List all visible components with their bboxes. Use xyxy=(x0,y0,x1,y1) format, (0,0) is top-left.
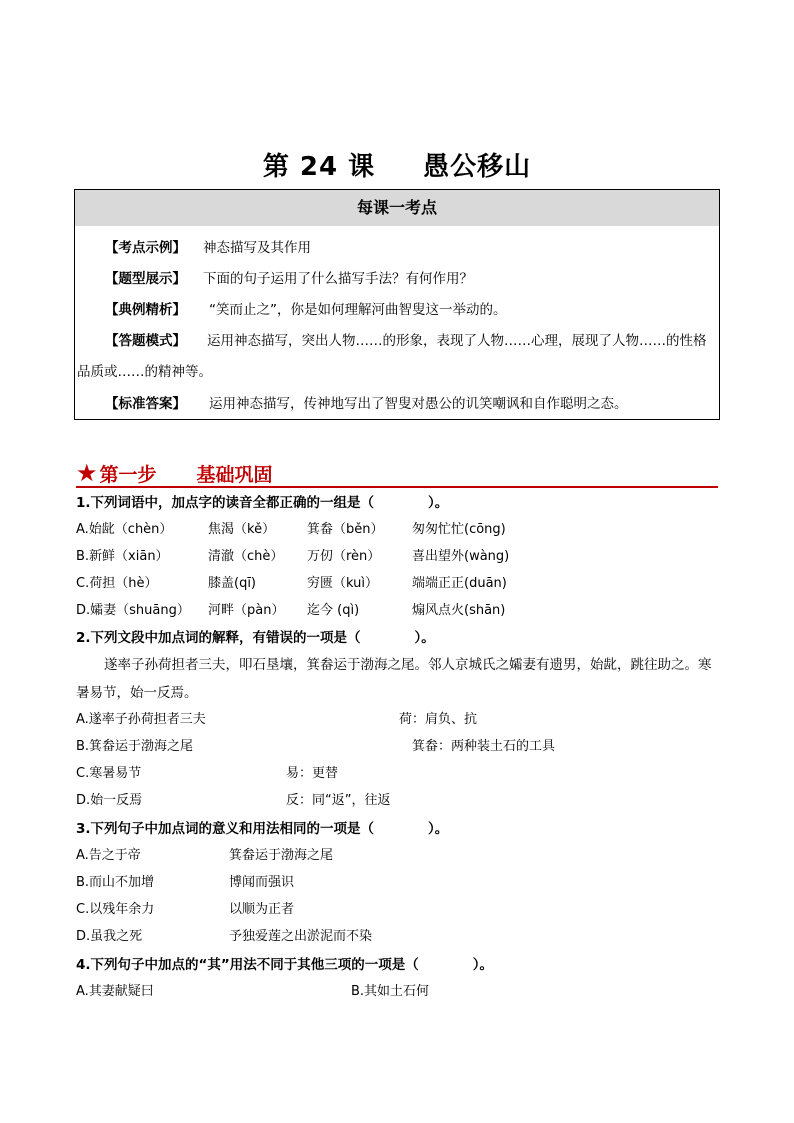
q1-option: 河畔（pàn） xyxy=(208,603,285,618)
q1-option: A.始龀（chèn） xyxy=(76,522,173,537)
kp-text: 下面的句子运用了什么描写手法？有何作用？ xyxy=(203,271,473,287)
q1-option: 清澈（chè） xyxy=(208,549,284,564)
lesson-name: 愚公移山 xyxy=(423,152,532,182)
q2-explanation: 荷：肩负、抗 xyxy=(399,712,478,727)
q1-option: D.孀妻（shuāng） xyxy=(76,603,190,618)
q4-option: B.其如土石何 xyxy=(351,984,430,999)
section-name: 基础巩固 xyxy=(196,464,273,486)
kp-label: 【题型展示】 xyxy=(105,271,186,287)
exam-point-header: 每课一考点 xyxy=(75,190,719,226)
kp-text: 运用神态描写，传神地写出了智叟对愚公的讥笑嘲讽和自作聪明之态。 xyxy=(209,396,628,412)
kp-text: “笑而止之”，你是如何理解河曲智叟这一举动的。 xyxy=(209,302,507,318)
q2-option: A.遂率子孙荷担者三夫 xyxy=(76,712,206,727)
kp-label: 【考点示例】 xyxy=(105,240,186,256)
q3-option: D.虽我之死 xyxy=(76,929,143,944)
q3-option: B.而山不加增 xyxy=(76,875,155,890)
q1-option: 万仞（rèn） xyxy=(307,549,381,564)
q3-compare: 箕畚运于渤海之尾 xyxy=(229,848,334,863)
q3-compare: 博闻而强识 xyxy=(229,875,295,890)
q2-option: D.始一反焉 xyxy=(76,793,143,808)
q3-option: C.以残年余力 xyxy=(76,902,155,917)
section-step: 第一步 xyxy=(99,464,157,486)
q3-option: A.告之于帝 xyxy=(76,848,141,863)
q1-option: 膝盖(qī) xyxy=(208,576,257,591)
q1-option: 焦渴（kě） xyxy=(208,522,276,537)
q2-passage: 遂率子孙荷担者三夫，叩石垦壤，箕畚运于渤海之尾。邻人京城氏之孀妻有遗男，始龀，跳往助之。寒暑易节，始一反焉。 xyxy=(76,657,712,701)
q1-option: 箕畚（běn） xyxy=(307,522,384,537)
q2-explanation: 箕畚：两种装土石的工具 xyxy=(412,739,556,754)
q4-option: A.其妻献疑曰 xyxy=(76,984,154,999)
kp-text: 神态描写及其作用 xyxy=(203,240,311,256)
q2-explanation: 易：更替 xyxy=(286,766,339,781)
q1-option: 匆匆忙忙(cōng) xyxy=(412,522,506,537)
kp-text: 运用神态描写，突出人物……的形象，表现了人物……心理，展现了人物……的性格 xyxy=(207,333,707,349)
q1-option: 煽风点火(shān) xyxy=(412,603,506,618)
q1-option: 端端正正(duān) xyxy=(412,576,507,591)
q3-compare: 以顺为正者 xyxy=(229,902,295,917)
question-3-stem: 3.下列句子中加点词的意义和用法相同的一项是（ ）。 xyxy=(76,821,449,837)
page-title xyxy=(0,146,794,183)
q2-option: C.寒暑易节 xyxy=(76,766,142,781)
q2-explanation: 反：同“返”，往返 xyxy=(286,793,391,808)
q1-option: 迄今 (qì) xyxy=(307,603,360,618)
q1-option: 喜出望外(wàng) xyxy=(412,549,510,564)
kp-label: 【标准答案】 xyxy=(105,396,186,412)
question-2-stem: 2.下列文段中加点词的解释，有错误的一项是（ ）。 xyxy=(76,630,435,646)
kp-label: 【典例精析】 xyxy=(105,302,186,318)
lesson-number: 第 24 课 xyxy=(262,152,376,182)
star-icon: ★ xyxy=(76,459,98,487)
q1-option: B.新鲜（xiān） xyxy=(76,549,169,564)
question-4-stem: 4.下列句子中加点的“其”用法不同于其他三项的一项是（ ）。 xyxy=(76,957,494,973)
q3-compare: 予独爱莲之出淤泥而不染 xyxy=(229,929,373,944)
kp-text-continued: 品质或……的精神等。 xyxy=(77,364,212,380)
q1-option: 穷匮（kuì） xyxy=(307,576,378,591)
section-heading xyxy=(76,460,718,488)
question-1-stem: 1.下列词语中，加点字的读音全都正确的一组是（ ）。 xyxy=(76,495,449,511)
kp-label: 【答题模式】 xyxy=(105,333,186,349)
exam-point-box xyxy=(74,189,720,420)
q2-option: B.箕畚运于渤海之尾 xyxy=(76,739,194,754)
q1-option: C.荷担（hè） xyxy=(76,576,158,591)
